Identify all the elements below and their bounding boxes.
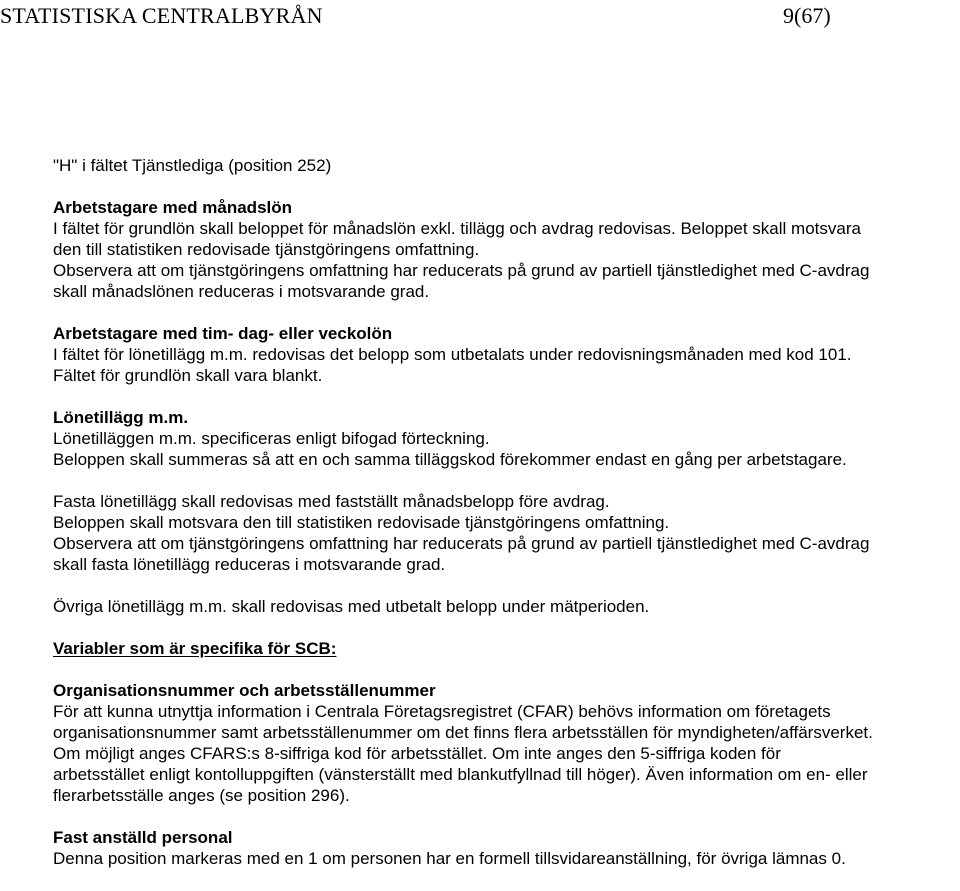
- document-body: [53, 155, 958, 869]
- fixed-supplements-line: Fasta lönetillägg skall redovisas med fastställt månadsbelopp före avdrag.: [53, 492, 610, 511]
- scb-heading: Variabler som är specifika för SCB:: [53, 639, 337, 658]
- org-number-line: organisationsnummer samt arbetsställenummer om det finns flera arbetsställen för myndigheten/affärsverket.: [53, 723, 873, 742]
- permanent-staff-line: Denna position markeras med en 1 om personen har en formell tillsvidareanställning, för övriga lämnas 0.: [53, 849, 846, 868]
- org-number-section: [53, 680, 958, 806]
- spacer: [53, 470, 958, 491]
- intro-paragraph: [53, 155, 958, 176]
- org-number-line: För att kunna utnyttja information i Centrala Företagsregistret (CFAR) behövs information om företagets: [53, 702, 831, 721]
- hourly-salary-line: Fältet för grundlön skall vara blankt.: [53, 366, 323, 385]
- fixed-supplements-line: Observera att om tjänstgöringens omfattning har reducerats på grund av partiell tjänstledighet med C-avdrag: [53, 534, 870, 553]
- scb-section: [53, 638, 958, 659]
- permanent-staff-section: [53, 827, 958, 869]
- spacer: [53, 659, 958, 680]
- page-header: [0, 4, 960, 28]
- permanent-staff-heading: Fast anställd personal: [53, 828, 233, 847]
- spacer: [53, 386, 958, 407]
- supplements-heading: Lönetillägg m.m.: [53, 408, 189, 427]
- hourly-salary-heading: Arbetstagare med tim- dag- eller veckolön: [53, 324, 393, 343]
- monthly-salary-line: skall månadslönen reduceras i motsvarande grad.: [53, 282, 430, 301]
- other-supplements-section: [53, 596, 958, 617]
- fixed-supplements-line: Beloppen skall motsvara den till statistiken redovisade tjänstgöringens omfattning.: [53, 513, 670, 532]
- monthly-salary-line: Observera att om tjänstgöringens omfattning har reducerats på grund av partiell tjänstledighet med C-avdrag: [53, 261, 870, 280]
- fixed-supplements-section: [53, 491, 958, 575]
- page-number: 9(67): [783, 3, 831, 28]
- supplements-line: Beloppen skall summeras så att en och samma tilläggskod förekommer endast en gång per arbetstagare.: [53, 450, 847, 469]
- spacer: [53, 176, 958, 197]
- monthly-salary-section: [53, 197, 958, 302]
- hourly-salary-section: [53, 323, 958, 386]
- monthly-salary-line: den till statistiken redovisade tjänstgöringens omfattning.: [53, 240, 480, 259]
- spacer: [53, 302, 958, 323]
- spacer: [53, 575, 958, 596]
- org-number-line: flerarbetsställe anges (se position 296).: [53, 786, 350, 805]
- supplements-section: [53, 407, 958, 470]
- organization-name: STATISTISKA CENTRALBYRÅN: [0, 3, 323, 28]
- supplements-line: Lönetilläggen m.m. specificeras enligt bifogad förteckning.: [53, 429, 490, 448]
- monthly-salary-heading: Arbetstagare med månadslön: [53, 198, 293, 217]
- intro-line: "H" i fältet Tjänstlediga (position 252): [53, 156, 332, 175]
- org-number-heading: Organisationsnummer och arbetsställenummer: [53, 681, 436, 700]
- spacer: [53, 806, 958, 827]
- org-number-line: Om möjligt anges CFARS:s 8-siffriga kod för arbetsstället. Om inte anges den 5-siffriga koden för: [53, 744, 781, 763]
- monthly-salary-line: I fältet för grundlön skall beloppet för månadslön exkl. tillägg och avdrag redovisas. Beloppet skall motsvara: [53, 219, 861, 238]
- other-supplements-line: Övriga lönetillägg m.m. skall redovisas med utbetalt belopp under mätperioden.: [53, 597, 650, 616]
- org-number-line: arbetsstället enligt kontolluppgiften (vänsterställt med blankutfyllnad till höger). Även information om en- eller: [53, 765, 868, 784]
- hourly-salary-line: I fältet för lönetillägg m.m. redovisas det belopp som utbetalats under redovisningsmånaden med kod 101.: [53, 345, 852, 364]
- fixed-supplements-line: skall fasta lönetillägg reduceras i motsvarande grad.: [53, 555, 446, 574]
- spacer: [53, 617, 958, 638]
